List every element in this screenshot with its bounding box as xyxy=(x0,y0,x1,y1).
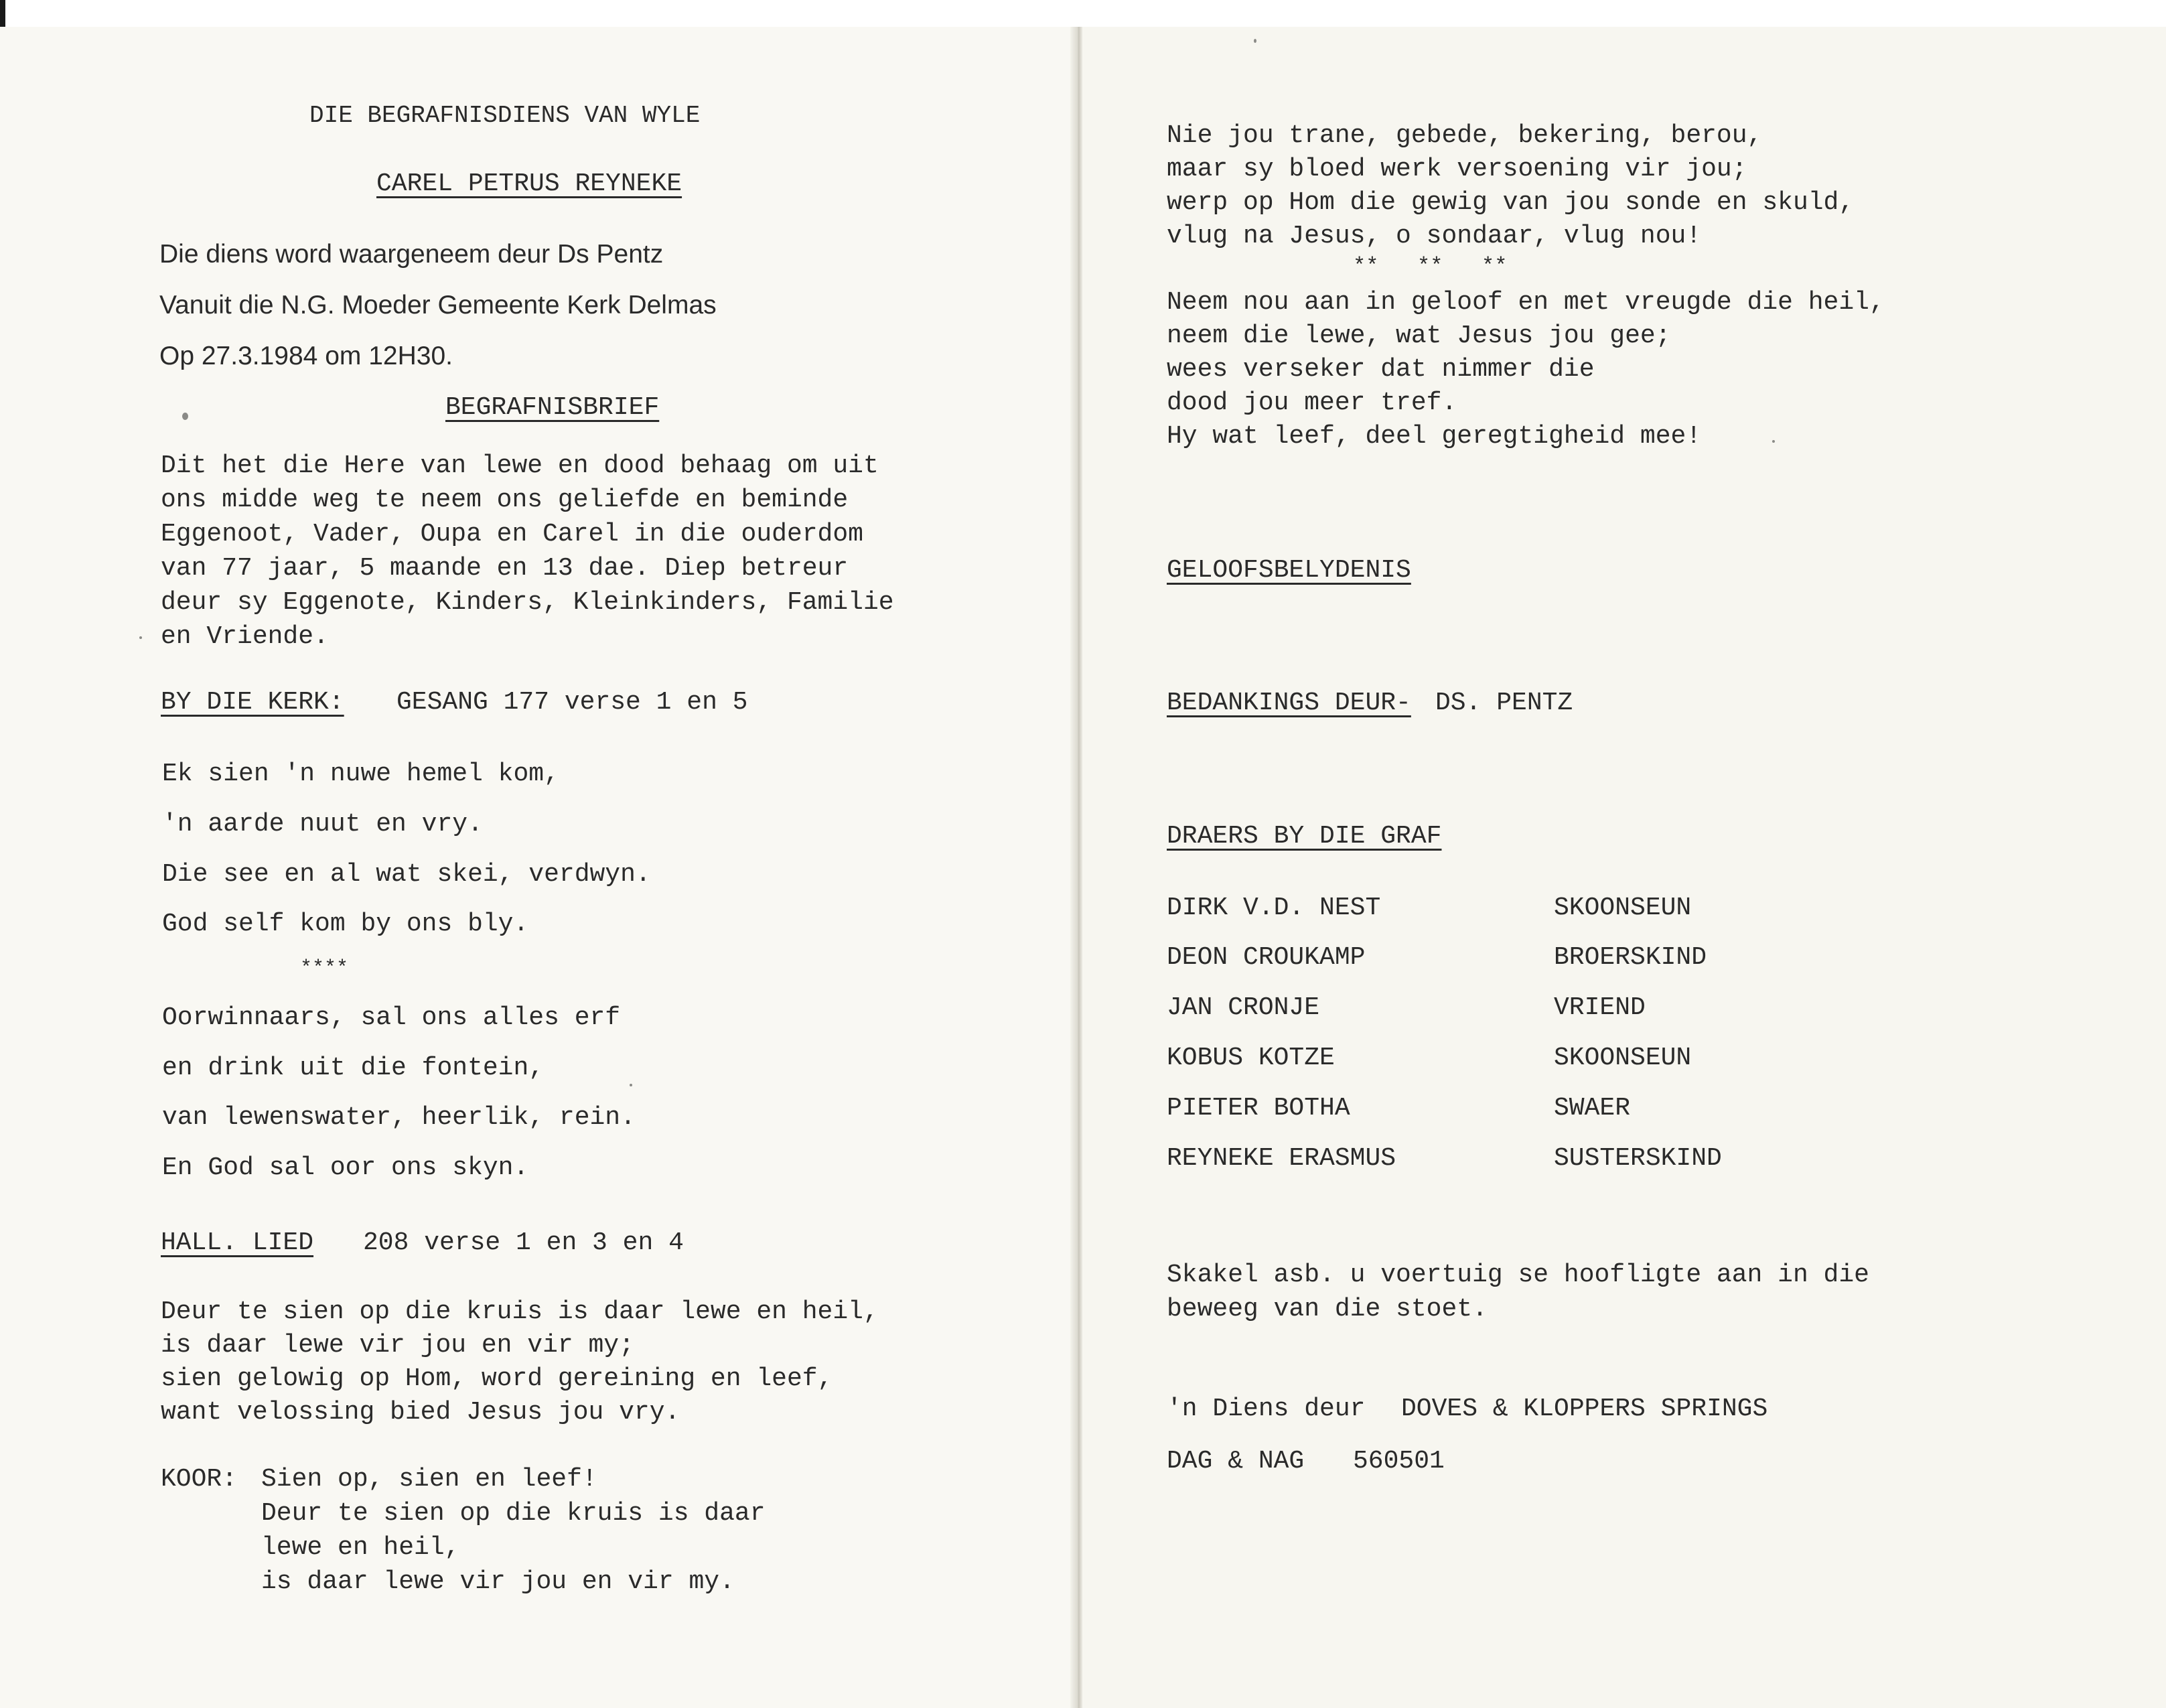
hall-verse-line: Deur te sien op die kruis is daar lewe en heil, xyxy=(161,1297,879,1326)
burial-letter-line: ons midde weg te neem ons geliefde en beminde xyxy=(161,486,849,514)
hall-verse-line: is daar lewe vir jou en vir my; xyxy=(161,1331,634,1360)
hymn-verse-line: God self kom by ons bly. xyxy=(162,910,529,938)
bearer-name: DIRK V.D. NEST xyxy=(1167,894,1381,922)
church-label: BY DIE KERK: xyxy=(161,688,344,717)
chorus-line: lewe en heil, xyxy=(261,1533,460,1562)
verse-line: wees verseker dat nimmer die xyxy=(1167,355,1595,384)
undertaker-name: DOVES & KLOPPERS SPRINGS xyxy=(1401,1395,1768,1423)
bearer-relation: SKOONSEUN xyxy=(1554,894,1692,922)
paper-speck xyxy=(139,636,142,639)
verse-line: Neem nou aan in geloof en met vreugde die heil, xyxy=(1167,288,1885,317)
hymn-separator: **** xyxy=(300,957,349,980)
burial-letter-line: Dit het die Here van lewe en dood behaag om uit xyxy=(161,451,879,480)
phone-label: DAG & NAG xyxy=(1167,1447,1305,1476)
burial-letter-line: Eggenoot, Vader, Oupa en Carel in die ouderdom xyxy=(161,520,863,549)
bearer-relation: SWAER xyxy=(1554,1094,1631,1123)
chorus-label: KOOR: xyxy=(161,1465,238,1494)
verse-line: Hy wat leef, deel geregtigheid mee! xyxy=(1167,422,1702,451)
bearer-relation: SUSTERSKIND xyxy=(1554,1144,1722,1173)
headlights-notice: Skakel asb. u voertuig se hoofligte aan in die xyxy=(1167,1261,1869,1289)
verse-line: maar sy bloed werk versoening vir jou; xyxy=(1167,155,1747,184)
verse-line: neem die lewe, wat Jesus jou gee; xyxy=(1167,322,1671,350)
burial-letter-line: deur sy Eggenote, Kinders, Kleinkinders, Familie xyxy=(161,588,894,617)
bearer-name: JAN CRONJE xyxy=(1167,993,1320,1022)
hall-verse-line: sien gelowig op Hom, word gereining en leef, xyxy=(161,1364,833,1393)
verse-separator: ** ** ** xyxy=(1353,254,1508,279)
hymn-verse-line: en drink uit die fontein, xyxy=(162,1054,545,1082)
hymn-verse-line: 'n aarde nuut en vry. xyxy=(162,810,483,839)
burial-letter-title: BEGRAFNISBRIEF xyxy=(445,393,660,422)
hall-verse-line: want velossing bied Jesus jou vry. xyxy=(161,1398,680,1427)
verse-line: Nie jou trane, gebede, bekering, berou, xyxy=(1167,121,1763,150)
hall-song-label: HALL. LIED xyxy=(161,1228,314,1257)
bearers-title: DRAERS BY DIE GRAF xyxy=(1167,822,1442,851)
folded-funeral-programme xyxy=(0,27,2166,1708)
chorus-line: Deur te sien op die kruis is daar xyxy=(261,1499,766,1528)
bearer-relation: BROERSKIND xyxy=(1554,943,1707,972)
deceased-name: CAREL PETRUS REYNEKE xyxy=(376,169,682,198)
phone-number: 560501 xyxy=(1353,1447,1445,1476)
verse-line: dood jou meer tref. xyxy=(1167,388,1457,417)
chorus-line: is daar lewe vir jou en vir my. xyxy=(261,1567,735,1596)
service-line: Op 27.3.1984 om 12H30. xyxy=(159,342,453,370)
burial-letter-line: en Vriende. xyxy=(161,622,329,651)
paper-speck xyxy=(182,413,188,420)
thanks-by: DS. PENTZ xyxy=(1435,689,1573,717)
headlights-notice: beweeg van die stoet. xyxy=(1167,1295,1488,1324)
burial-letter-line: van 77 jaar, 5 maande en 13 dae. Diep betreur xyxy=(161,554,849,583)
bearer-name: KOBUS KOTZE xyxy=(1167,1044,1335,1072)
paper-speck xyxy=(630,1084,632,1086)
hymn-verse-line: van lewenswater, heerlik, rein. xyxy=(162,1103,636,1132)
creed-heading: GELOOFSBELYDENIS xyxy=(1167,556,1411,585)
paper-speck xyxy=(1254,39,1256,43)
bearer-name: DEON CROUKAMP xyxy=(1167,943,1366,972)
hymn-verse-line: Oorwinnaars, sal ons alles erf xyxy=(162,1003,621,1032)
service-line: Die diens word waargeneem deur Ds Pentz xyxy=(159,240,664,269)
hymn-verse-line: Ek sien 'n nuwe hemel kom, xyxy=(162,760,559,788)
hymn-verse-line: Die see en al wat skei, verdwyn. xyxy=(162,860,651,889)
service-line: Vanuit die N.G. Moeder Gemeente Kerk Delmas xyxy=(159,291,717,319)
bearer-name: PIETER BOTHA xyxy=(1167,1094,1350,1123)
paper-speck xyxy=(1772,440,1775,443)
hymn-verse-line: En God sal oor ons skyn. xyxy=(162,1153,529,1182)
church-hymn: GESANG 177 verse 1 en 5 xyxy=(396,688,748,717)
service-heading: DIE BEGRAFNISDIENS VAN WYLE xyxy=(309,102,701,129)
hall-song: 208 verse 1 en 3 en 4 xyxy=(363,1228,684,1257)
verse-line: werp op Hom die gewig van jou sonde en skuld, xyxy=(1167,188,1855,217)
right-page xyxy=(1082,27,2166,1708)
service-by-label: 'n Diens deur xyxy=(1167,1395,1366,1423)
bearer-relation: SKOONSEUN xyxy=(1554,1044,1692,1072)
thanks-label: BEDANKINGS DEUR- xyxy=(1167,689,1411,717)
bearer-name: REYNEKE ERASMUS xyxy=(1167,1144,1396,1173)
left-page xyxy=(0,27,1074,1708)
chorus-line: Sien op, sien en leef! xyxy=(261,1465,597,1494)
bearer-relation: VRIEND xyxy=(1554,993,1646,1022)
verse-line: vlug na Jesus, o sondaar, vlug nou! xyxy=(1167,222,1702,251)
